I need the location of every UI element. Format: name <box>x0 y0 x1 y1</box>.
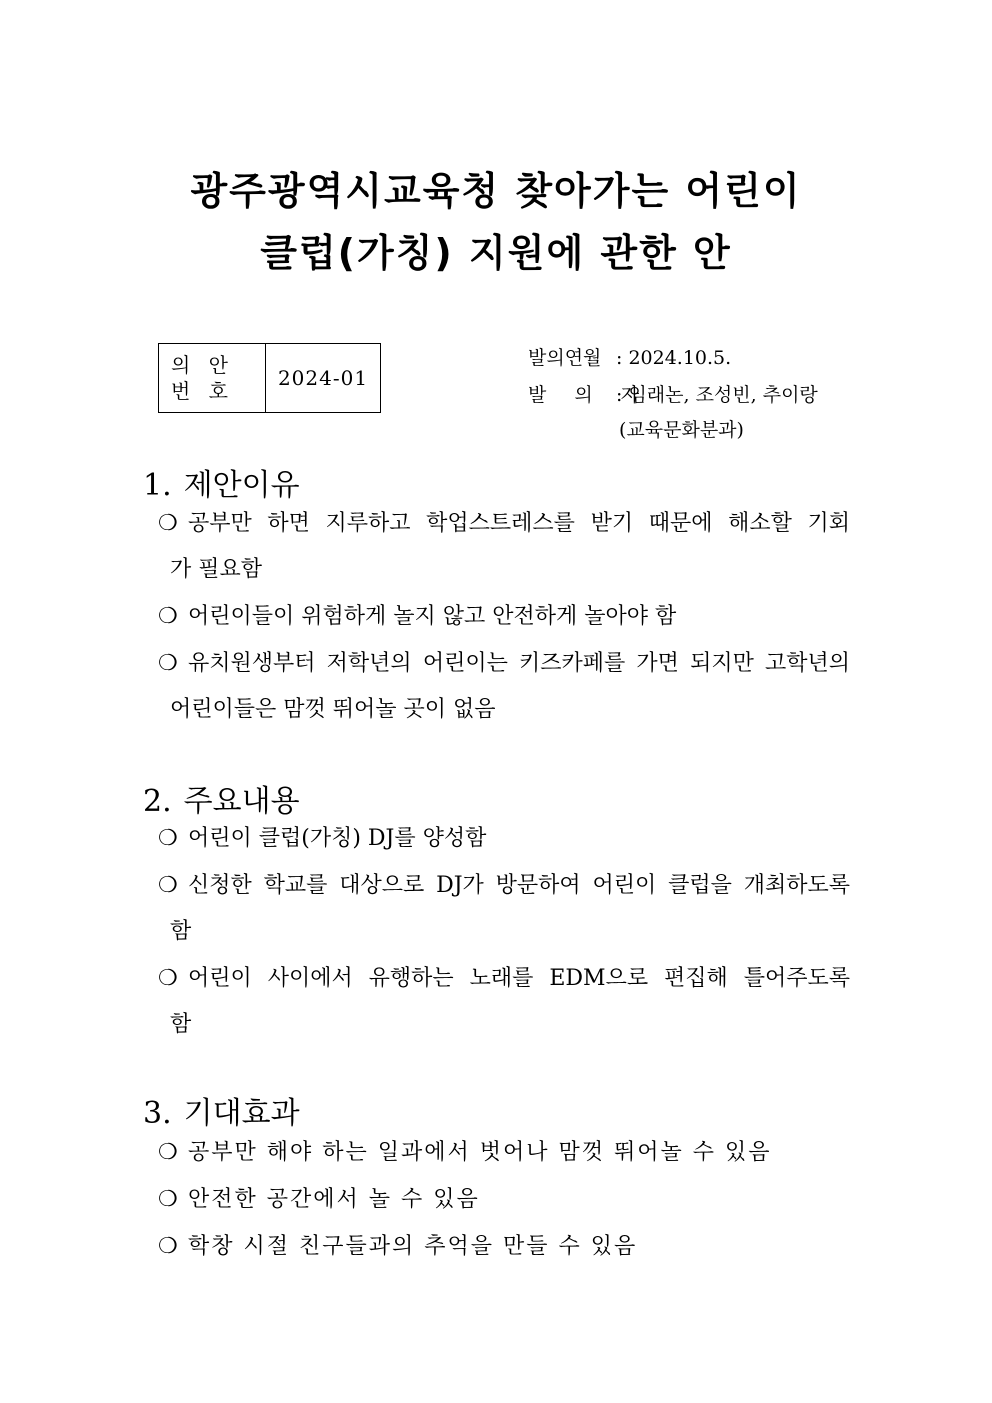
list-item-text: 어린이 사이에서 유행하는 노래를 EDM으로 편집해 틀어주도록 <box>188 966 850 991</box>
list-item-continuation: 함 <box>170 919 192 944</box>
circle-bullet-icon: ❍ <box>158 651 178 676</box>
list-item-continuation: 가 필요함 <box>170 557 263 582</box>
list-item <box>158 863 850 955</box>
bill-number-table <box>158 343 381 413</box>
list-item-text: 신청한 학교를 대상으로 DJ가 방문하여 어린이 클럽을 개최하도록 <box>188 873 850 898</box>
list-item-text: 학창 시절 친구들과의 추억을 만들 수 있음 <box>188 1234 638 1259</box>
section-heading-2 <box>143 776 300 820</box>
page-title-line-1: 광주광역시교육청 찾아가는 어린이 <box>190 169 802 213</box>
bill-number-value: 2024-01 <box>266 344 381 413</box>
list-item <box>158 594 850 640</box>
circle-bullet-icon: ❍ <box>158 1234 180 1259</box>
list-item-line <box>158 863 850 909</box>
proposer-department: (교육문화분과) <box>619 419 744 441</box>
list-item-text: 공부만 해야 하는 일과에서 벗어나 맘껏 뛰어놀 수 있음 <box>188 1140 772 1165</box>
proposal-date-label: 발의연월 <box>528 347 602 369</box>
section-heading-3 <box>143 1088 300 1132</box>
bill-number-label-line-1: 의 안 <box>171 353 234 377</box>
circle-bullet-icon: ❍ <box>158 604 178 629</box>
circle-bullet-icon: ❍ <box>158 826 178 851</box>
section-number: 1. <box>143 468 172 503</box>
circle-bullet-icon: ❍ <box>158 873 178 898</box>
list-item-text: 어린이 클럽(가칭) DJ를 양성함 <box>188 826 487 851</box>
list-item <box>158 1224 850 1270</box>
section-title: 주요내용 <box>183 784 300 819</box>
circle-bullet-icon: ❍ <box>158 966 178 991</box>
list-item-text: 유치원생부터 저학년의 어린이는 키즈카페를 가면 되지만 고학년의 <box>188 651 850 676</box>
list-item-line <box>158 956 850 1002</box>
proposer-label: 발 의 자 <box>528 384 651 406</box>
section-title: 제안이유 <box>183 468 300 503</box>
list-item-continuation: 함 <box>170 1012 192 1037</box>
proposal-date-value: : 2024.10.5. <box>616 347 732 369</box>
bill-number-label-line-2: 번 호 <box>171 379 234 403</box>
circle-bullet-icon: ❍ <box>158 511 178 536</box>
list-item-line <box>158 641 850 687</box>
list-item-text: 안전한 공간에서 놀 수 있음 <box>188 1187 480 1212</box>
list-item <box>158 501 850 593</box>
list-item <box>158 1177 850 1223</box>
circle-bullet-icon: ❍ <box>158 1140 180 1165</box>
section-number: 3. <box>143 1096 172 1131</box>
proposal-date <box>528 343 731 370</box>
page-title-line-2: 클럽(가칭) 지원에 관한 안 <box>260 231 732 275</box>
list-item <box>158 641 850 733</box>
section-number: 2. <box>143 784 172 819</box>
list-item <box>158 816 850 862</box>
proposer <box>528 380 818 407</box>
section-title: 기대효과 <box>183 1096 300 1131</box>
proposer-value: : 임래논, 조성빈, 추이랑 <box>616 384 818 406</box>
list-item-continuation: 어린이들은 맘껏 뛰어놀 곳이 없음 <box>170 697 496 722</box>
list-item-line <box>158 501 850 547</box>
section-heading-1 <box>143 460 300 504</box>
list-item-text: 어린이들이 위험하게 놀지 않고 안전하게 놀아야 함 <box>188 604 677 629</box>
bill-number-label <box>159 344 266 413</box>
list-item <box>158 1130 850 1176</box>
list-item <box>158 956 850 1048</box>
circle-bullet-icon: ❍ <box>158 1187 180 1212</box>
list-item-text: 공부만 하면 지루하고 학업스트레스를 받기 때문에 해소할 기회 <box>188 511 850 536</box>
